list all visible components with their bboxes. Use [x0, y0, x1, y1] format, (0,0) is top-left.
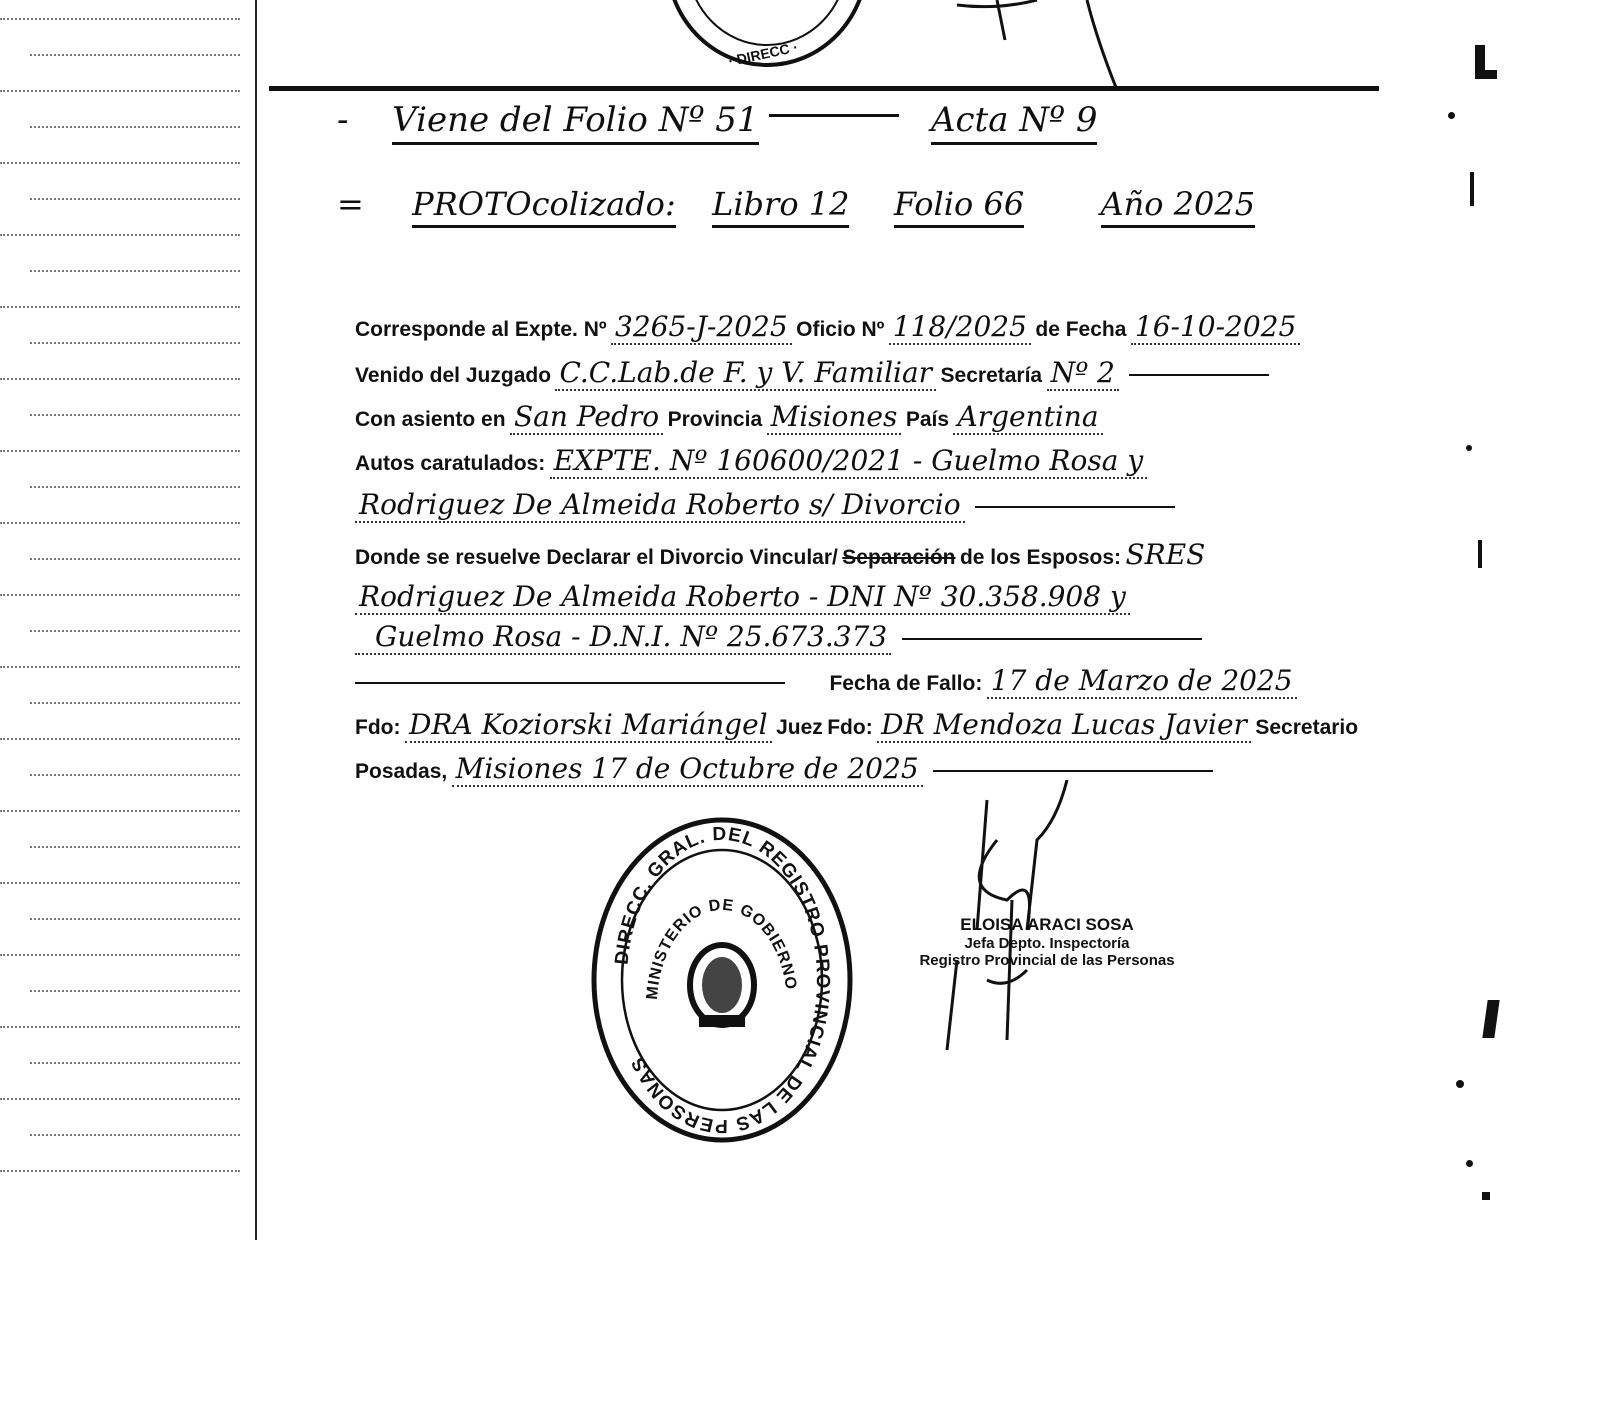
- separacion-label: Separación: [842, 546, 956, 569]
- edge-mark: [1466, 445, 1472, 451]
- form-line-juzgado: [355, 356, 1365, 396]
- ledger-dotted-row: [30, 558, 240, 560]
- form-line-fallo: [355, 664, 1365, 704]
- secretario-value: DR Mendoza Lucas Javier: [877, 708, 1251, 743]
- ledger-dotted-row: [30, 270, 240, 272]
- edge-mark: [1482, 1192, 1490, 1200]
- esposos-label: de los Esposos:: [959, 546, 1122, 569]
- ledger-dotted-row: [30, 774, 240, 776]
- protocolizado: PROTOcolizado:: [412, 185, 676, 228]
- official-seal: [587, 815, 857, 1145]
- document-page: [257, 0, 1387, 1230]
- ledger-dotted-row: [0, 378, 240, 380]
- fill-rule: [933, 770, 1213, 772]
- ledger-dotted-row: [30, 54, 240, 56]
- anio: Año 2025: [1101, 185, 1256, 228]
- lugar-fecha-value: Misiones 17 de Octubre de 2025: [452, 752, 923, 787]
- juzgado-value: C.C.Lab.de F. y V. Familiar: [555, 356, 936, 391]
- ledger-dotted-row: [0, 450, 240, 452]
- ledger-dotted-row: [30, 198, 240, 200]
- esposos-value: SRES: [1125, 538, 1206, 571]
- edge-mark: [1448, 112, 1455, 119]
- header-rule: [769, 112, 899, 117]
- fecha-value: 16-10-2025: [1131, 310, 1300, 345]
- svg-text:· DIRECC ·: · DIRECC ·: [726, 38, 800, 70]
- asiento-value: San Pedro: [510, 400, 663, 435]
- fecha-label: de Fecha: [1035, 318, 1127, 341]
- ledger-dotted-row: [30, 486, 240, 488]
- posadas-label: Posadas,: [355, 760, 448, 783]
- ledger-dotted-row: [30, 126, 240, 128]
- venido-label: Venido del Juzgado: [355, 364, 552, 387]
- coat-of-arms-emblem: [690, 945, 754, 1027]
- ledger-dotted-row: [0, 162, 240, 164]
- edge-mark: [1470, 172, 1474, 206]
- libro: Libro 12: [712, 185, 849, 228]
- esposo-2: Guelmo Rosa - D.N.I. Nº 25.673.373: [355, 620, 891, 655]
- ledger-dotted-row: [30, 414, 240, 416]
- ledger-dotted-row: [0, 90, 240, 92]
- ledger-dotted-row: [0, 882, 240, 884]
- ledger-dotted-row: [30, 630, 240, 632]
- ledger-dotted-row: [30, 342, 240, 344]
- left-margin-ledger: [0, 0, 255, 1250]
- provincia-value: Misiones: [767, 400, 902, 435]
- pais-value: Argentina: [953, 400, 1102, 435]
- juez-value: DRA Koziorski Mariángel: [405, 708, 772, 743]
- autos-label: Autos caratulados:: [355, 452, 546, 475]
- seal-inner-text: MINISTERIO DE GOBIERNO: [643, 896, 800, 1001]
- con-asiento-label: Con asiento en: [355, 408, 506, 431]
- top-signature-fragment: [937, 0, 1147, 95]
- form-line-esposo-1: [355, 580, 1365, 620]
- ledger-dotted-row: [0, 522, 240, 524]
- ledger-dotted-row: [30, 702, 240, 704]
- provincia-label: Provincia: [667, 408, 763, 431]
- ledger-dotted-row: [0, 1170, 240, 1172]
- ledger-dotted-row: [30, 918, 240, 920]
- oficio-label: Oficio Nº: [796, 318, 885, 341]
- signature-block: [897, 915, 1197, 969]
- oficio-value: 118/2025: [889, 310, 1031, 345]
- top-seal-stamp: [657, 0, 877, 70]
- header-line-1: [337, 100, 1097, 140]
- edge-mark: [1456, 1080, 1464, 1088]
- expte-value: 3265-J-2025: [611, 310, 792, 345]
- ledger-dotted-row: [0, 666, 240, 668]
- ledger-dotted-row: [0, 18, 240, 20]
- corresponde-label: Corresponde al Expte. Nº: [355, 318, 607, 341]
- ledger-dotted-row: [0, 1026, 240, 1028]
- ledger-dotted-row: [30, 990, 240, 992]
- right-edge-marks: [1440, 0, 1614, 1412]
- autos-value-1: EXPTE. Nº 160600/2021 - Guelmo Rosa y: [550, 444, 1148, 479]
- secretario-label: Secretario: [1255, 716, 1359, 739]
- ledger-dotted-row: [0, 1098, 240, 1100]
- fill-rule: [902, 638, 1202, 640]
- esposo-1: Rodriguez De Almeida Roberto - DNI Nº 30.358.908 y: [355, 580, 1130, 615]
- donde-label: Donde se resuelve Declarar el Divorcio Vincular/: [355, 546, 838, 569]
- ledger-dotted-row: [30, 846, 240, 848]
- form-line-autos-2: [355, 488, 1365, 528]
- ledger-dotted-row: [0, 234, 240, 236]
- form-line-donde: [355, 538, 1365, 578]
- ledger-dotted-row: [0, 738, 240, 740]
- fill-rule: [975, 506, 1175, 508]
- ledger-dotted-row: [0, 954, 240, 956]
- edge-mark: [1478, 540, 1482, 568]
- fdo2-label: Fdo:: [827, 716, 873, 739]
- top-rule: [269, 86, 1379, 91]
- header-dash: -: [337, 100, 349, 140]
- secretaria-value: Nº 2: [1047, 356, 1119, 391]
- form-line-expte: [355, 310, 1365, 350]
- viene-del-folio: Viene del Folio Nº 51: [392, 100, 758, 145]
- signatory-org: Registro Provincial de las Personas: [919, 951, 1175, 969]
- header-line-2: [337, 185, 1255, 223]
- fecha-fallo-label: Fecha de Fallo:: [829, 672, 983, 695]
- form-line-firmas: [355, 708, 1365, 748]
- ledger-dotted-row: [0, 810, 240, 812]
- ledger-dotted-row: [30, 1134, 240, 1136]
- edge-mark: [1466, 1160, 1473, 1167]
- signatory-role: Jefa Depto. Inspectoría: [964, 934, 1130, 952]
- folio: Folio 66: [894, 185, 1024, 228]
- fdo-label: Fdo:: [355, 716, 401, 739]
- fill-rule: [355, 682, 785, 684]
- edge-mark: [1475, 70, 1497, 79]
- fecha-fallo-value: 17 de Marzo de 2025: [987, 664, 1297, 699]
- seal-outer-text: DIRECC. GRAL. DEL REGISTRO PROVINCIAL DE LAS PERSONAS: [611, 823, 834, 1137]
- secretaria-label: Secretaría: [940, 364, 1043, 387]
- ledger-dotted-row: [0, 594, 240, 596]
- edge-mark: [1482, 1000, 1499, 1038]
- header-eq: =: [337, 185, 364, 223]
- form-line-esposo-2: [355, 620, 1365, 660]
- acta-number: Acta Nº 9: [931, 100, 1098, 145]
- fill-rule: [1129, 374, 1269, 376]
- signatory-name: ELOISA ARACI SOSA: [960, 915, 1134, 934]
- ledger-dotted-row: [0, 306, 240, 308]
- ledger-dotted-row: [30, 1062, 240, 1064]
- autos-value-2: Rodriguez De Almeida Roberto s/ Divorcio: [355, 488, 965, 523]
- juez-label: Juez: [776, 716, 823, 739]
- form-line-lugar-fecha: [355, 752, 1365, 792]
- pais-label: País: [905, 408, 950, 431]
- form-line-autos: [355, 444, 1365, 484]
- form-line-asiento: [355, 400, 1365, 440]
